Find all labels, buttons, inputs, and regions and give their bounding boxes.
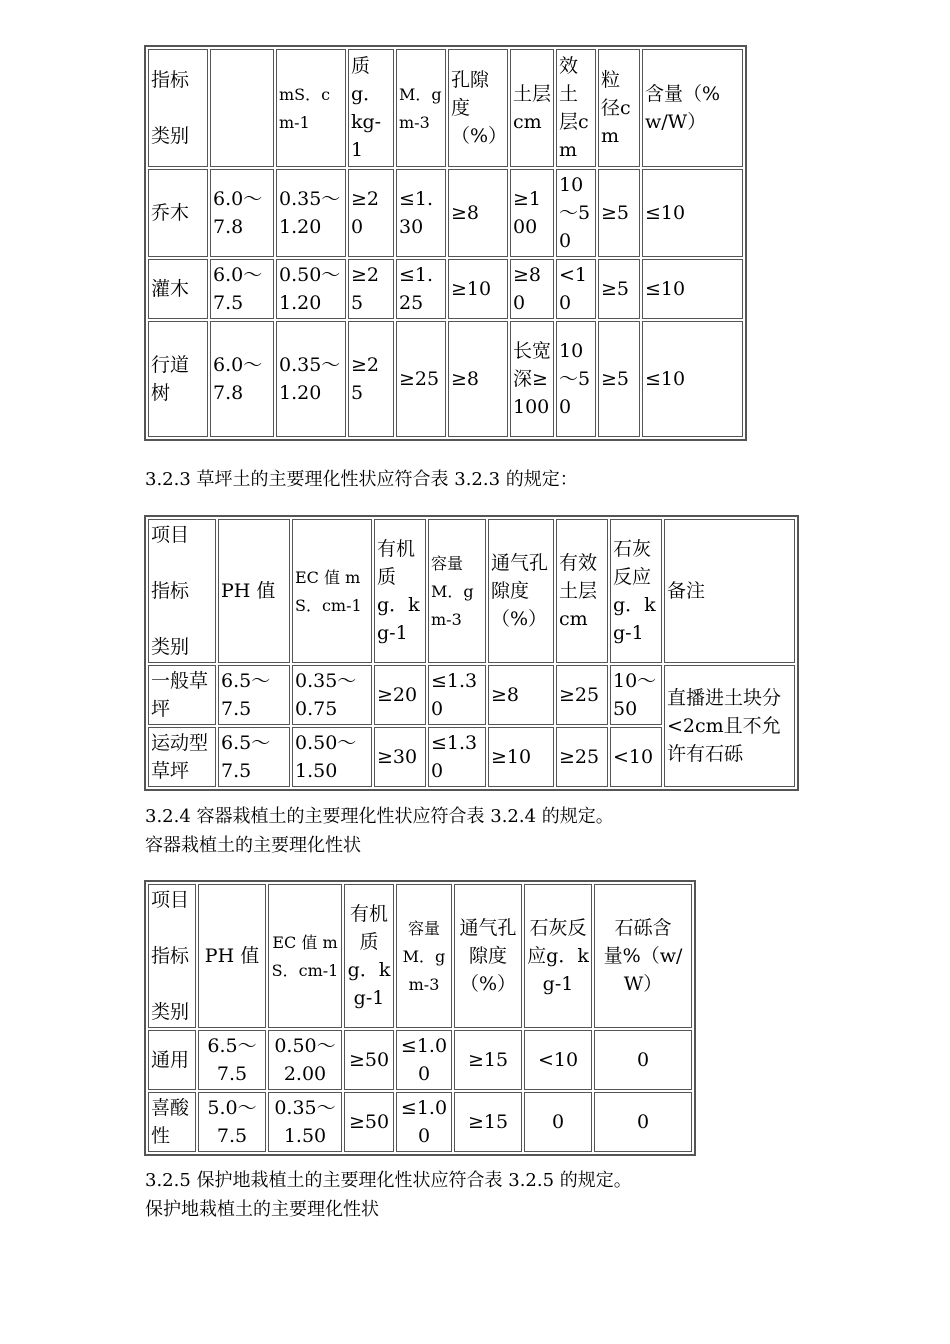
cell-effective-layer: 10～50 [556, 169, 596, 257]
header-porosity: 通气孔隙度（%） [488, 519, 554, 663]
header-density: 容量M．gm-3 [428, 519, 486, 663]
lawn-soil-table [144, 515, 799, 791]
cell-organic: ≥20 [348, 169, 394, 257]
cell-ph: 5.0～7.5 [198, 1092, 266, 1152]
section-3-2-4-text: 3.2.4 容器栽植土的主要理化性状应符合表 3.2.4 的规定。 [145, 806, 614, 827]
row-category: 喜酸性 [148, 1092, 196, 1152]
header-ec: mS．cm-1 [276, 49, 346, 167]
row-category: 运动型草坪 [148, 727, 216, 787]
section-3-2-4-caption: 容器栽植土的主要理化性状 [145, 835, 361, 856]
cell-ph: 6.5～7.5 [218, 665, 290, 725]
header-effective-layer: 有效土层cm [556, 519, 608, 663]
header-lime: 石灰反应g．kg-1 [524, 884, 592, 1028]
cell-ec: 0.50～2.00 [268, 1030, 342, 1090]
cell-soil-layer: ≥100 [510, 169, 554, 257]
header-particle: 粒径cm [598, 49, 640, 167]
section-3-2-5-text: 3.2.5 保护地栽植土的主要理化性状应符合表 3.2.5 的规定。 [145, 1170, 632, 1191]
cell-gravel: 0 [594, 1092, 692, 1152]
header-ph: PH 值 [218, 519, 290, 663]
cell-density: ≤1.00 [396, 1030, 452, 1090]
cell-soil-layer: ≥80 [510, 259, 554, 319]
cell-lime: <10 [610, 727, 662, 787]
cell-porosity: ≥8 [448, 169, 508, 257]
cell-organic: ≥50 [344, 1092, 394, 1152]
cell-porosity: ≥15 [454, 1030, 522, 1090]
header-effective-layer: 效土层cm [556, 49, 596, 167]
header-density: 容量M．gm-3 [396, 884, 452, 1028]
header-porosity: 通气孔隙度（%） [454, 884, 522, 1028]
cell-note: 直播进土块分<2cm且不允许有石砾 [664, 665, 795, 787]
table-row [148, 259, 743, 319]
container-soil-table [144, 880, 696, 1156]
tree-soil-table [144, 45, 747, 441]
cell-density: ≤1.30 [428, 665, 486, 725]
cell-ec: 0.50～1.50 [292, 727, 372, 787]
cell-density: ≤1.30 [428, 727, 486, 787]
cell-porosity: ≥8 [448, 321, 508, 437]
row-category: 行道树 [148, 321, 208, 437]
header-ec: EC 值 mS．cm-1 [268, 884, 342, 1028]
table-row [148, 1030, 692, 1090]
header-soil-layer: 土层cm [510, 49, 554, 167]
cell-gravel: 0 [594, 1030, 692, 1090]
cell-ph: 6.5～7.5 [218, 727, 290, 787]
row-category: 通用 [148, 1030, 196, 1090]
cell-density: ≤1.00 [396, 1092, 452, 1152]
section-3-2-3-text: 3.2.3 草坪土的主要理化性状应符合表 3.2.3 的规定： [145, 469, 578, 490]
cell-ec: 0.35～1.20 [276, 321, 346, 437]
cell-particle: ≥5 [598, 321, 640, 437]
cell-particle: ≥5 [598, 169, 640, 257]
cell-porosity: ≥10 [448, 259, 508, 319]
cell-ph: 6.0～7.5 [210, 259, 274, 319]
cell-porosity: ≥15 [454, 1092, 522, 1152]
header-note: 备注 [664, 519, 795, 663]
cell-ec: 0.35～1.20 [276, 169, 346, 257]
cell-lime: 0 [524, 1092, 592, 1152]
header-ph: PH 值 [198, 884, 266, 1028]
cell-density: ≤1.30 [396, 169, 446, 257]
cell-organic: ≥25 [348, 259, 394, 319]
cell-porosity: ≥10 [488, 727, 554, 787]
cell-organic: ≥20 [374, 665, 426, 725]
cell-density: ≤1.25 [396, 259, 446, 319]
header-ec: EC 值 mS．cm-1 [292, 519, 372, 663]
cell-lime: <10 [524, 1030, 592, 1090]
cell-effective-layer: <10 [556, 259, 596, 319]
table-header-row [148, 884, 692, 1028]
table-row [148, 321, 743, 437]
cell-organic: ≥25 [348, 321, 394, 437]
header-lime: 石灰反应g．kg-1 [610, 519, 662, 663]
cell-organic: ≥30 [374, 727, 426, 787]
cell-content: ≤10 [642, 169, 743, 257]
table-header-row [148, 49, 743, 167]
cell-particle: ≥5 [598, 259, 640, 319]
cell-ec: 0.35～0.75 [292, 665, 372, 725]
cell-density: ≥25 [396, 321, 446, 437]
cell-effective-layer: 10～50 [556, 321, 596, 437]
cell-effective-layer: ≥25 [556, 665, 608, 725]
cell-ec: 0.35～1.50 [268, 1092, 342, 1152]
table-header-row [148, 519, 795, 663]
header-ph [210, 49, 274, 167]
header-category: 项目 指标 类别 [148, 519, 216, 663]
cell-ph: 6.5～7.5 [198, 1030, 266, 1090]
cell-ph: 6.0～7.8 [210, 321, 274, 437]
cell-porosity: ≥8 [488, 665, 554, 725]
table-row [148, 1092, 692, 1152]
cell-content: ≤10 [642, 259, 743, 319]
cell-organic: ≥50 [344, 1030, 394, 1090]
row-category: 乔木 [148, 169, 208, 257]
header-organic: 有机质g．kg-1 [374, 519, 426, 663]
header-gravel: 石砾含量%（w/W） [594, 884, 692, 1028]
cell-ec: 0.50～1.20 [276, 259, 346, 319]
header-content: 含量（%w/W） [642, 49, 743, 167]
header-density: M．gm-3 [396, 49, 446, 167]
header-organic: 质g．kg-1 [348, 49, 394, 167]
cell-lime: 10～50 [610, 665, 662, 725]
table-row [148, 169, 743, 257]
section-3-2-5-caption: 保护地栽植土的主要理化性状 [145, 1199, 379, 1220]
cell-ph: 6.0～7.8 [210, 169, 274, 257]
header-porosity: 孔隙度（%） [448, 49, 508, 167]
cell-effective-layer: ≥25 [556, 727, 608, 787]
row-category: 灌木 [148, 259, 208, 319]
header-organic: 有机质g．kg-1 [344, 884, 394, 1028]
cell-content: ≤10 [642, 321, 743, 437]
header-category: 指标 类别 [148, 49, 208, 167]
cell-soil-layer: 长宽深≥100 [510, 321, 554, 437]
row-category: 一般草坪 [148, 665, 216, 725]
table-row [148, 665, 795, 725]
header-category: 项目 指标 类别 [148, 884, 196, 1028]
